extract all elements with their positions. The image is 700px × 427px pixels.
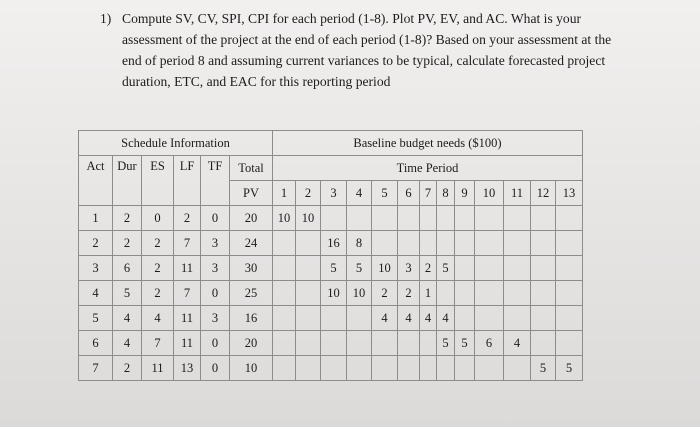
period-header-9: 9 [455,181,475,206]
cell-tf: 0 [201,281,230,306]
period-cell [455,281,475,306]
period-cell [273,306,296,331]
cell-total: 20 [230,331,273,356]
period-cell [531,306,556,331]
period-cell: 5 [437,256,455,281]
period-cell [321,306,347,331]
period-cell [372,331,398,356]
activity-row [79,356,583,381]
cell-es: 4 [142,306,174,331]
question-line: assessment of the project at the end of each period (1-8)? Based on your assessment at the [122,32,612,47]
period-header-5: 5 [372,181,398,206]
period-cell [475,231,504,256]
period-cell [531,231,556,256]
period-header-2: 2 [296,181,321,206]
period-cell [437,281,455,306]
period-cell: 8 [347,231,372,256]
header-row-titles [79,131,583,156]
period-cell: 4 [420,306,437,331]
cell-es: 11 [142,356,174,381]
period-cell [556,281,583,306]
period-header-8: 8 [437,181,455,206]
cell-act: 7 [79,356,113,381]
period-cell [321,206,347,231]
col-header-total: Total [230,156,273,181]
cell-lf: 7 [174,231,201,256]
col-header-act: Act [79,156,113,206]
period-cell [531,281,556,306]
period-cell: 4 [504,331,531,356]
cell-total: 16 [230,306,273,331]
cell-dur: 4 [113,306,142,331]
period-cell [296,306,321,331]
activity-row [79,281,583,306]
period-cell [504,306,531,331]
period-cell [437,231,455,256]
activity-row [79,206,583,231]
period-cell [398,331,420,356]
period-cell [531,206,556,231]
cell-lf: 13 [174,356,201,381]
period-header-13: 13 [556,181,583,206]
period-cell [556,306,583,331]
period-cell: 10 [321,281,347,306]
period-cell: 6 [475,331,504,356]
period-cell [437,356,455,381]
header-row-columns [79,156,583,181]
cell-dur: 2 [113,356,142,381]
question-text [100,8,660,92]
cell-act: 6 [79,331,113,356]
question-number: 1) [100,11,112,26]
cell-tf: 3 [201,256,230,281]
cell-tf: 3 [201,306,230,331]
period-cell: 5 [321,256,347,281]
period-cell [273,331,296,356]
period-cell [420,231,437,256]
period-cell: 4 [372,306,398,331]
period-cell [475,281,504,306]
cell-total: 20 [230,206,273,231]
period-cell [321,356,347,381]
period-cell [420,331,437,356]
period-cell [455,206,475,231]
period-header-12: 12 [531,181,556,206]
col-header-lf: LF [174,156,201,206]
period-cell [556,206,583,231]
baseline-title: Baseline budget needs ($100) [273,131,583,156]
cell-dur: 4 [113,331,142,356]
cell-act: 1 [79,206,113,231]
period-cell [347,356,372,381]
col-header-es: ES [142,156,174,206]
cell-total: 25 [230,281,273,306]
col-header-dur: Dur [113,156,142,206]
period-cell [273,231,296,256]
period-cell [347,206,372,231]
col-header-tf: TF [201,156,230,206]
cell-tf: 0 [201,356,230,381]
period-cell [296,356,321,381]
period-cell [273,281,296,306]
period-cell: 4 [398,306,420,331]
schedule-title: Schedule Information [79,131,273,156]
period-cell [455,356,475,381]
cell-lf: 7 [174,281,201,306]
cell-es: 2 [142,281,174,306]
cell-es: 0 [142,206,174,231]
question-line: end of period 8 and assuming current variances to be typical, calculate forecasted project [122,53,606,68]
cell-tf: 3 [201,231,230,256]
period-header-6: 6 [398,181,420,206]
time-period-label: Time Period [273,156,583,181]
period-header-3: 3 [321,181,347,206]
cell-es: 7 [142,331,174,356]
question-line: Compute SV, CV, SPI, CPI for each period (1-8). Plot PV, EV, and AC. What is your [122,11,582,26]
cell-dur: 5 [113,281,142,306]
period-cell [504,356,531,381]
period-cell [556,331,583,356]
cell-act: 4 [79,281,113,306]
period-cell: 1 [420,281,437,306]
period-cell [504,206,531,231]
period-cell [347,306,372,331]
period-cell [372,206,398,231]
cell-lf: 2 [174,206,201,231]
period-cell [321,331,347,356]
period-cell [296,231,321,256]
period-cell [398,356,420,381]
period-cell [475,356,504,381]
period-cell [531,331,556,356]
period-cell [437,206,455,231]
period-cell: 2 [372,281,398,306]
period-cell: 5 [437,331,455,356]
period-cell [455,231,475,256]
cell-tf: 0 [201,206,230,231]
period-header-1: 1 [273,181,296,206]
period-cell [455,306,475,331]
cell-dur: 6 [113,256,142,281]
period-cell: 10 [296,206,321,231]
period-cell: 3 [398,256,420,281]
period-header-11: 11 [504,181,531,206]
period-cell [531,256,556,281]
period-cell [347,331,372,356]
period-cell [372,356,398,381]
question-line: duration, ETC, and EAC for this reporting period [122,74,391,89]
cell-es: 2 [142,231,174,256]
period-cell: 5 [556,356,583,381]
period-cell: 2 [398,281,420,306]
period-cell [296,281,321,306]
period-cell: 16 [321,231,347,256]
cell-dur: 2 [113,206,142,231]
activity-row [79,306,583,331]
question-block [100,8,660,92]
period-header-4: 4 [347,181,372,206]
period-cell [296,256,321,281]
period-cell: 5 [347,256,372,281]
cell-dur: 2 [113,231,142,256]
cell-act: 2 [79,231,113,256]
activity-row [79,256,583,281]
period-cell [273,256,296,281]
activity-row [79,231,583,256]
period-cell [475,306,504,331]
period-cell [475,256,504,281]
baseline-budget-table [78,130,583,381]
period-cell: 5 [455,331,475,356]
period-cell [504,231,531,256]
period-cell: 4 [437,306,455,331]
period-cell: 10 [273,206,296,231]
period-cell: 5 [531,356,556,381]
cell-lf: 11 [174,331,201,356]
period-header-7: 7 [420,181,437,206]
period-cell [420,206,437,231]
cell-total: 24 [230,231,273,256]
period-header-10: 10 [475,181,504,206]
period-cell [398,231,420,256]
period-cell [504,281,531,306]
period-cell [556,256,583,281]
period-cell: 10 [372,256,398,281]
period-cell [556,231,583,256]
cell-total: 10 [230,356,273,381]
cell-total: 30 [230,256,273,281]
period-cell [372,231,398,256]
period-cell [420,356,437,381]
cell-lf: 11 [174,256,201,281]
period-cell [475,206,504,231]
cell-act: 3 [79,256,113,281]
col-header-pv: PV [230,181,273,206]
cell-act: 5 [79,306,113,331]
period-cell [455,256,475,281]
period-cell [296,331,321,356]
period-cell: 10 [347,281,372,306]
period-cell [273,356,296,381]
period-cell [504,256,531,281]
cell-es: 2 [142,256,174,281]
period-cell [398,206,420,231]
cell-lf: 11 [174,306,201,331]
cell-tf: 0 [201,331,230,356]
activity-row [79,331,583,356]
period-cell: 2 [420,256,437,281]
